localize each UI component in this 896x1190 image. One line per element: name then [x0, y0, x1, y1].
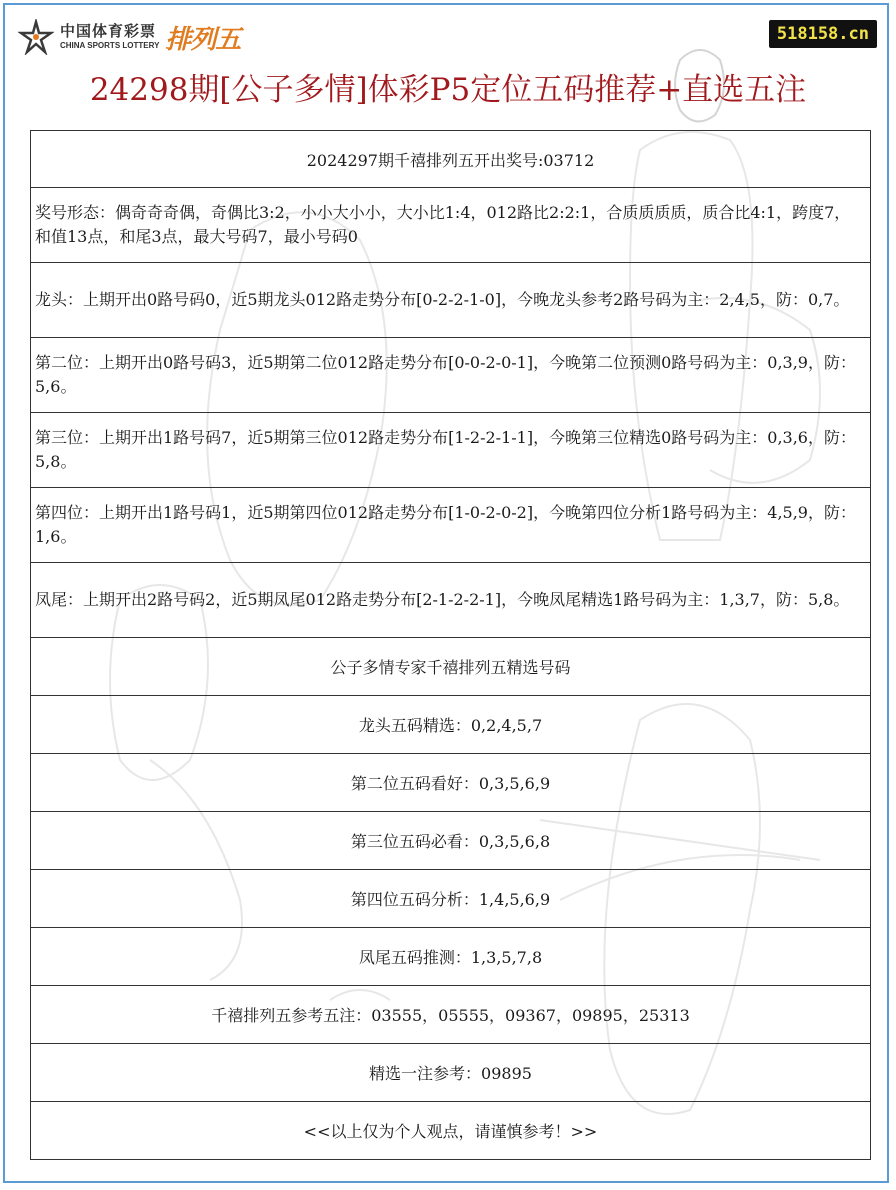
table-row: 凤尾：上期开出2路号码2，近5期凤尾012路走势分布[2-1-2-2-1]，今晚凤尾精选1路号码为主：1,3,7，防：5,8。	[31, 563, 871, 638]
table-row: 第四位五码分析：1,4,5,6,9	[31, 870, 871, 928]
page-title: 24298期[公子多情]体彩P5定位五码推荐+直选五注	[89, 72, 807, 108]
table-row: 第四位：上期开出1路号码1，近5期第四位012路走势分布[1-0-2-0-2]，今晚第四位分析1路号码为主：4,5,9，防：1,6。	[31, 488, 871, 563]
logo-game-name: 排列五	[165, 24, 241, 55]
table-row: 千禧排列五参考五注：03555，05555，09367，09895，25313	[31, 986, 871, 1044]
table-row: 精选一注参考：09895	[31, 1044, 871, 1102]
table-row: 龙头五码精选：0,2,4,5,7	[31, 696, 871, 754]
table-row: 第二位：上期开出0路号码3，近5期第二位012路走势分布[0-0-2-0-1]，今晚第二位预测0路号码为主：0,3,9，防：5,6。	[31, 338, 871, 413]
table-row: 2024297期千禧排列五开出奖号:03712	[31, 131, 871, 188]
table-row: 奖号形态：偶奇奇奇偶，奇偶比3:2，小小大小小，大小比1:4，012路比2:2:1，合质质质质，质合比4:1，跨度7，和值13点，和尾3点，最大号码7，最小号码0	[31, 188, 871, 263]
table-row: 凤尾五码推测：1,3,5,7,8	[31, 928, 871, 986]
logo-en-text: CHINA SPORTS LOTTERY	[60, 41, 160, 50]
table-row: 第三位五码必看：0,3,5,6,8	[31, 812, 871, 870]
lottery-logo	[18, 18, 240, 56]
lottery-star-icon	[18, 19, 54, 55]
table-row: 公子多情专家千禧排列五精选号码	[31, 638, 871, 696]
table-row: 第三位：上期开出1路号码7，近5期第三位012路走势分布[1-2-2-1-1]，今晚第三位精选0路号码为主：0,3,6，防：5,8。	[31, 413, 871, 488]
recommendation-table	[30, 130, 871, 1160]
logo-cn-text: 中国体育彩票	[60, 22, 157, 40]
table-row: <<以上仅为个人观点，请谨慎参考！>>	[31, 1102, 871, 1160]
table-row: 第二位五码看好：0,3,5,6,9	[31, 754, 871, 812]
table-row: 龙头：上期开出0路号码0，近5期龙头012路走势分布[0-2-2-1-0]，今晚龙头参考2路号码为主：2,4,5，防：0,7。	[31, 263, 871, 338]
site-badge[interactable]: 518158.cn	[769, 20, 877, 48]
